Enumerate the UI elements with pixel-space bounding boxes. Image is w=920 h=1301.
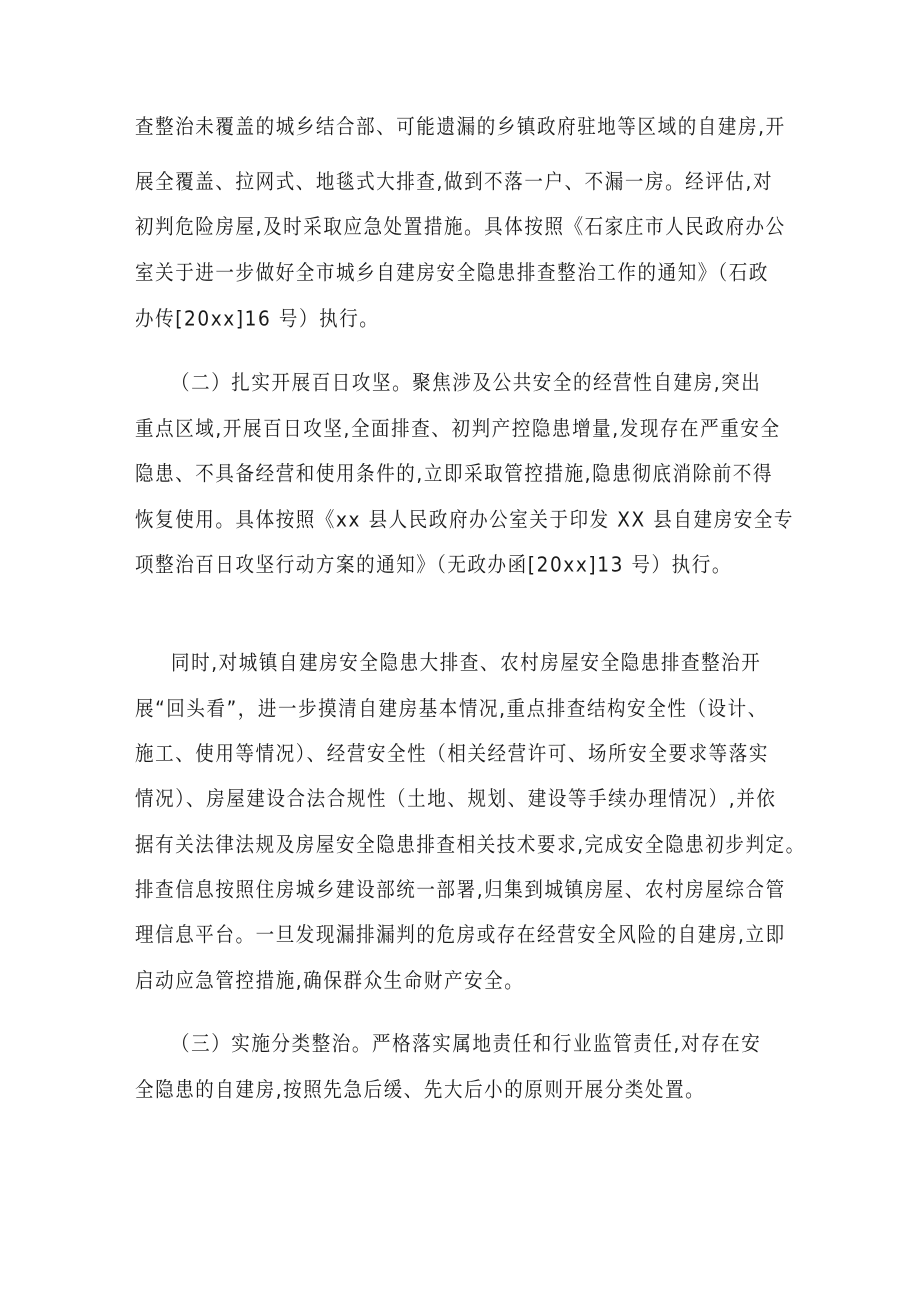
text-line: 室关于进一步做好全市城乡自建房安全隐患排查整治工作的通知》（石政 [135,261,769,286]
text-line: 展“回头看”，进一步摸清自建房基本情况,重点排查结构安全性（设计、 [135,697,768,722]
text-line: 施工、使用等情况）、经营安全性（相关经营许可、场所安全要求等落实 [135,742,769,767]
text-line: 同时,对城镇自建房安全隐患大排查、农村房屋安全隐患排查整治开 [171,651,762,676]
text-line: 全隐患的自建房,按照先急后缓、先大后小的原则开展分类处置。 [135,1078,706,1103]
text-line: 项整治百日攻坚行动方案的通知》（无政办函[20xx]13 号）执行。 [135,553,732,578]
text-line: 查整治未覆盖的城乡结合部、可能遗漏的乡镇政府驻地等区域的自建房,开 [135,115,786,140]
text-line: 初判危险房屋,及时采取应急处置措施。具体按照《石家庄市人民政府办公 [135,215,786,240]
text-line: 排查信息按照住房城乡建设部统一部署,归集到城镇房屋、农村房屋综合管 [135,878,786,903]
section-heading-line: （二）扎实开展百日攻坚。聚焦涉及公共安全的经营性自建房,突出 [171,371,762,396]
text-line: 隐患、不具备经营和使用条件的,立即采取管控措施,隐患彻底消除前不得 [135,462,774,487]
text-line: 展全覆盖、拉网式、地毯式大排查,做到不落一户、不漏一房。经评估,对 [135,170,774,195]
text-line: 恢复使用。具体按照《xx 县人民政府办公室关于印发 XX 县自建房安全专 [135,508,794,533]
text-line: 情况）、房屋建设合法合规性（土地、规划、建设等手续办理情况）,并依 [135,787,777,812]
text-line: 理信息平台。一旦发现漏排漏判的危房或存在经营安全风险的自建房,立即 [135,923,786,948]
section-heading-line: （三）实施分类整治。严格落实属地责任和行业监管责任,对存在安 [171,1032,762,1057]
text-line: 据有关法律法规及房屋安全隐患排查相关技术要求,完成安全隐患初步判定。 [135,833,806,858]
text-line: 重点区域,开展百日攻坚,全面排查、初判产控隐患增量,发现存在严重安全 [135,417,781,442]
text-line: 办传[20xx]16 号）执行。 [135,307,380,332]
text-line: 启动应急管控措施,确保群众生命财产安全。 [135,969,525,994]
